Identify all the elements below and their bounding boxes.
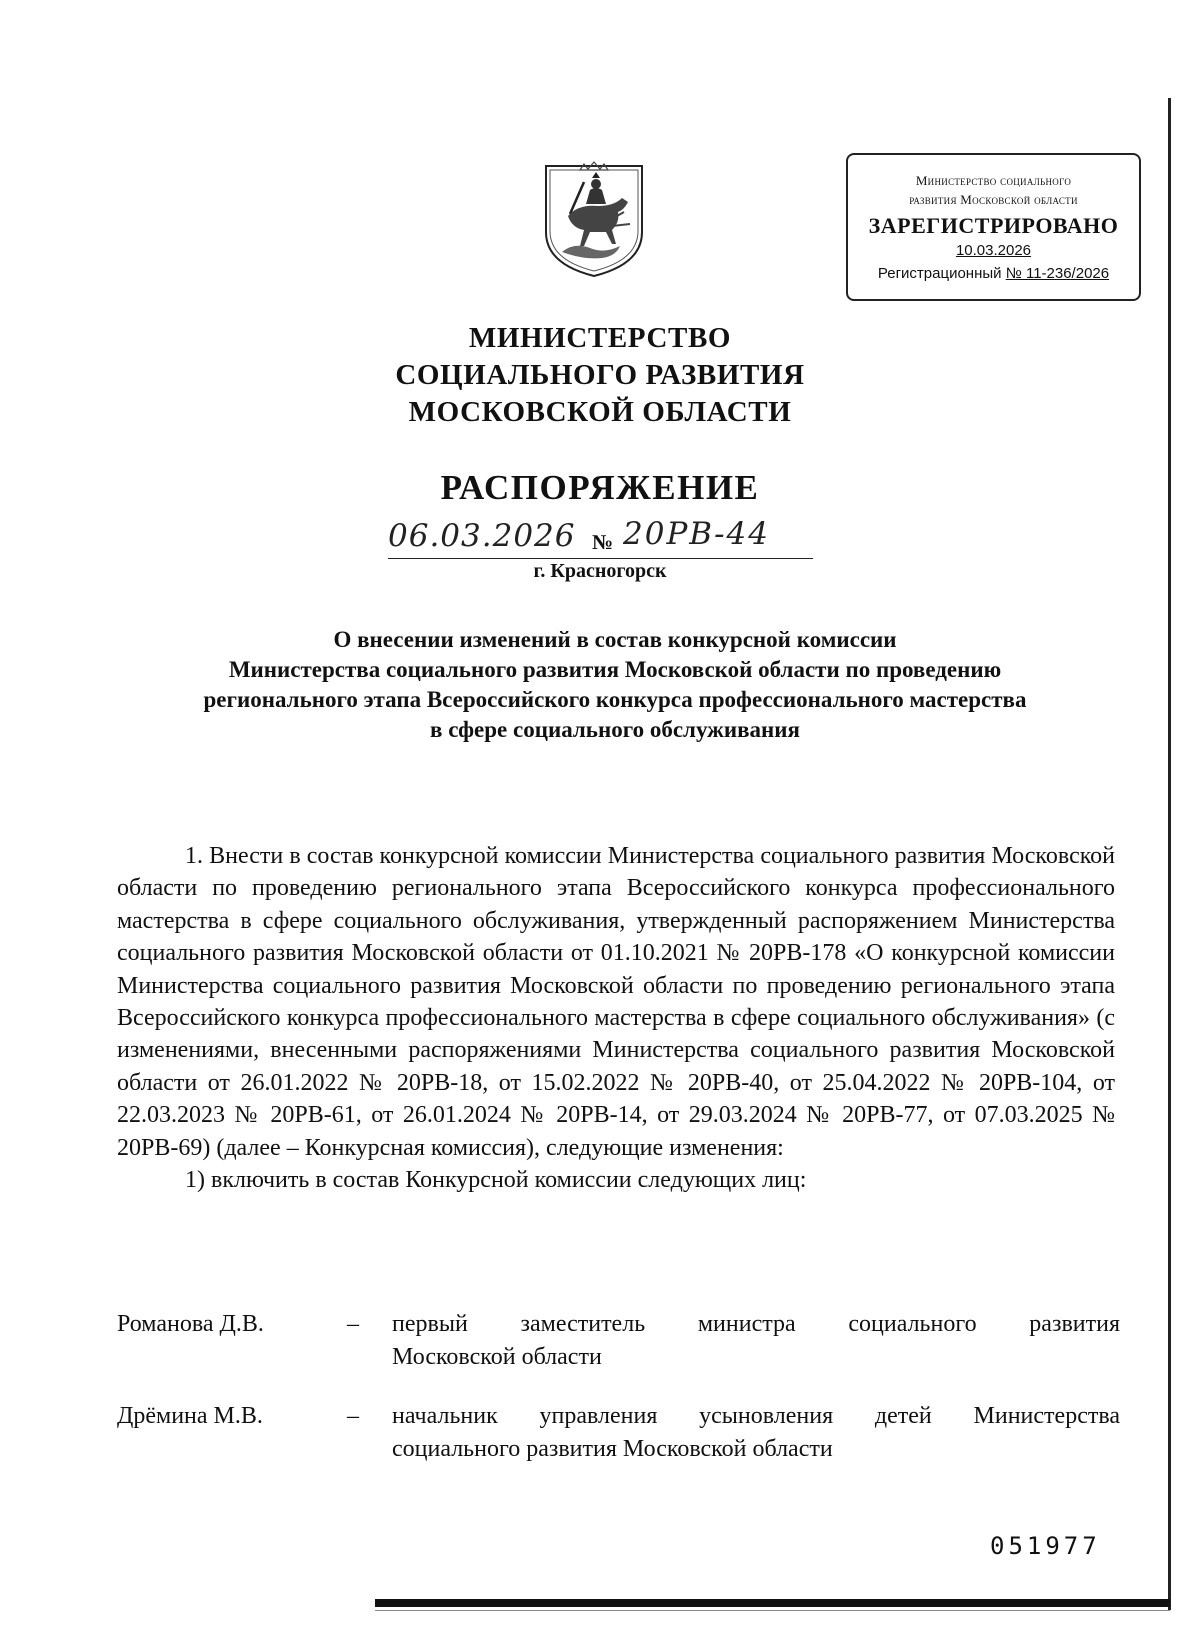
- title-line4: в сфере социального обслуживания: [430, 717, 800, 742]
- member-position: [392, 1400, 1120, 1466]
- document-body: [117, 840, 1115, 1196]
- stamp-org-line2: развития Московской области: [909, 192, 1078, 207]
- member-dash: –: [347, 1403, 359, 1429]
- title-line3: регионального этапа Всероссийского конкурса профессионального мастерства: [203, 687, 1027, 712]
- member-position-line1: начальник управления усыновления детей Министерства: [392, 1403, 1120, 1429]
- ministry-name: [300, 320, 900, 431]
- member-name: Дрёмина М.В.: [117, 1403, 263, 1429]
- paragraph-1: 1. Внести в состав конкурсной комиссии Министерства социального развития Московской области по проведению регионального этапа Всероссийского конкурса профессионального мастерства в сфере социального обслуживания, утвержденный распоряжением Министерства социального развития Московской области от 01.10.2021 № 20РВ-178 «О конкурсной комиссии Министерства социального развития Московской области по проведению регионального этапа Всероссийского конкурса профессионального мастерства в сфере социального обслуживания» (с изменениями, внесенными распоряжениями Министерства социального развития Московской области от 26.01.2022 № 20РВ-18, от 15.02.2022 № 20РВ-40, от 25.04.2022 № 20РВ-104, от 22.03.2023 № 20РВ-61, от 26.01.2024 № 20РВ-14, от 29.03.2024 № 20РВ-77, от 07.03.2025 № 20РВ-69) (далее – Конкурсная комиссия), следующие изменения:: [117, 843, 1115, 1161]
- document-type: РАСПОРЯЖЕНИЕ: [440, 468, 760, 507]
- document-title: [115, 625, 1115, 745]
- member-position-line1: первый заместитель министра социального развития: [392, 1311, 1120, 1337]
- city: г. Красногорск: [533, 560, 667, 582]
- scan-edge-line: [1168, 98, 1171, 1610]
- registration-stamp: [846, 153, 1141, 301]
- member-position: [392, 1308, 1120, 1374]
- stamp-number-value: № 11-236/2026: [1005, 265, 1110, 282]
- title-line1: О внесении изменений в состав конкурсной комиссии: [333, 627, 897, 652]
- stamp-number-line: [848, 262, 1139, 286]
- form-serial-number: 051977: [990, 1532, 1101, 1560]
- item-1: 1) включить в состав Конкурсной комиссии следующих лиц:: [185, 1167, 807, 1194]
- stamp-number-label: Регистрационный: [877, 265, 1002, 282]
- bottom-border-thin-line: [375, 1610, 1170, 1611]
- date-number-underline: [388, 558, 813, 559]
- stamp-status: ЗАРЕГИСТРИРОВАНО: [868, 213, 1119, 238]
- number-sign: №: [592, 530, 614, 554]
- member-name: Романова Д.В.: [117, 1311, 264, 1337]
- member-dash: –: [347, 1311, 359, 1337]
- bottom-border-line: [375, 1599, 1170, 1607]
- stamp-org-line1: Министерство социального: [915, 173, 1072, 188]
- coat-of-arms-emblem: [540, 160, 648, 280]
- member-position-line2: Московской области: [392, 1344, 602, 1370]
- title-line2: Министерства социального развития Московской области по проведению: [228, 657, 1002, 682]
- ministry-line3: МОСКОВСКОЙ ОБЛАСТИ: [408, 396, 792, 428]
- ministry-line2: СОЦИАЛЬНОГО РАЗВИТИЯ: [395, 359, 805, 391]
- member-position-line2: социального развития Московской области: [392, 1436, 833, 1462]
- stamp-date: 10.03.2026: [955, 242, 1032, 259]
- handwritten-date: 06.03.2026: [388, 518, 576, 554]
- handwritten-number: 20РВ-44: [623, 516, 771, 552]
- ministry-line1: МИНИСТЕРСТВО: [468, 322, 732, 354]
